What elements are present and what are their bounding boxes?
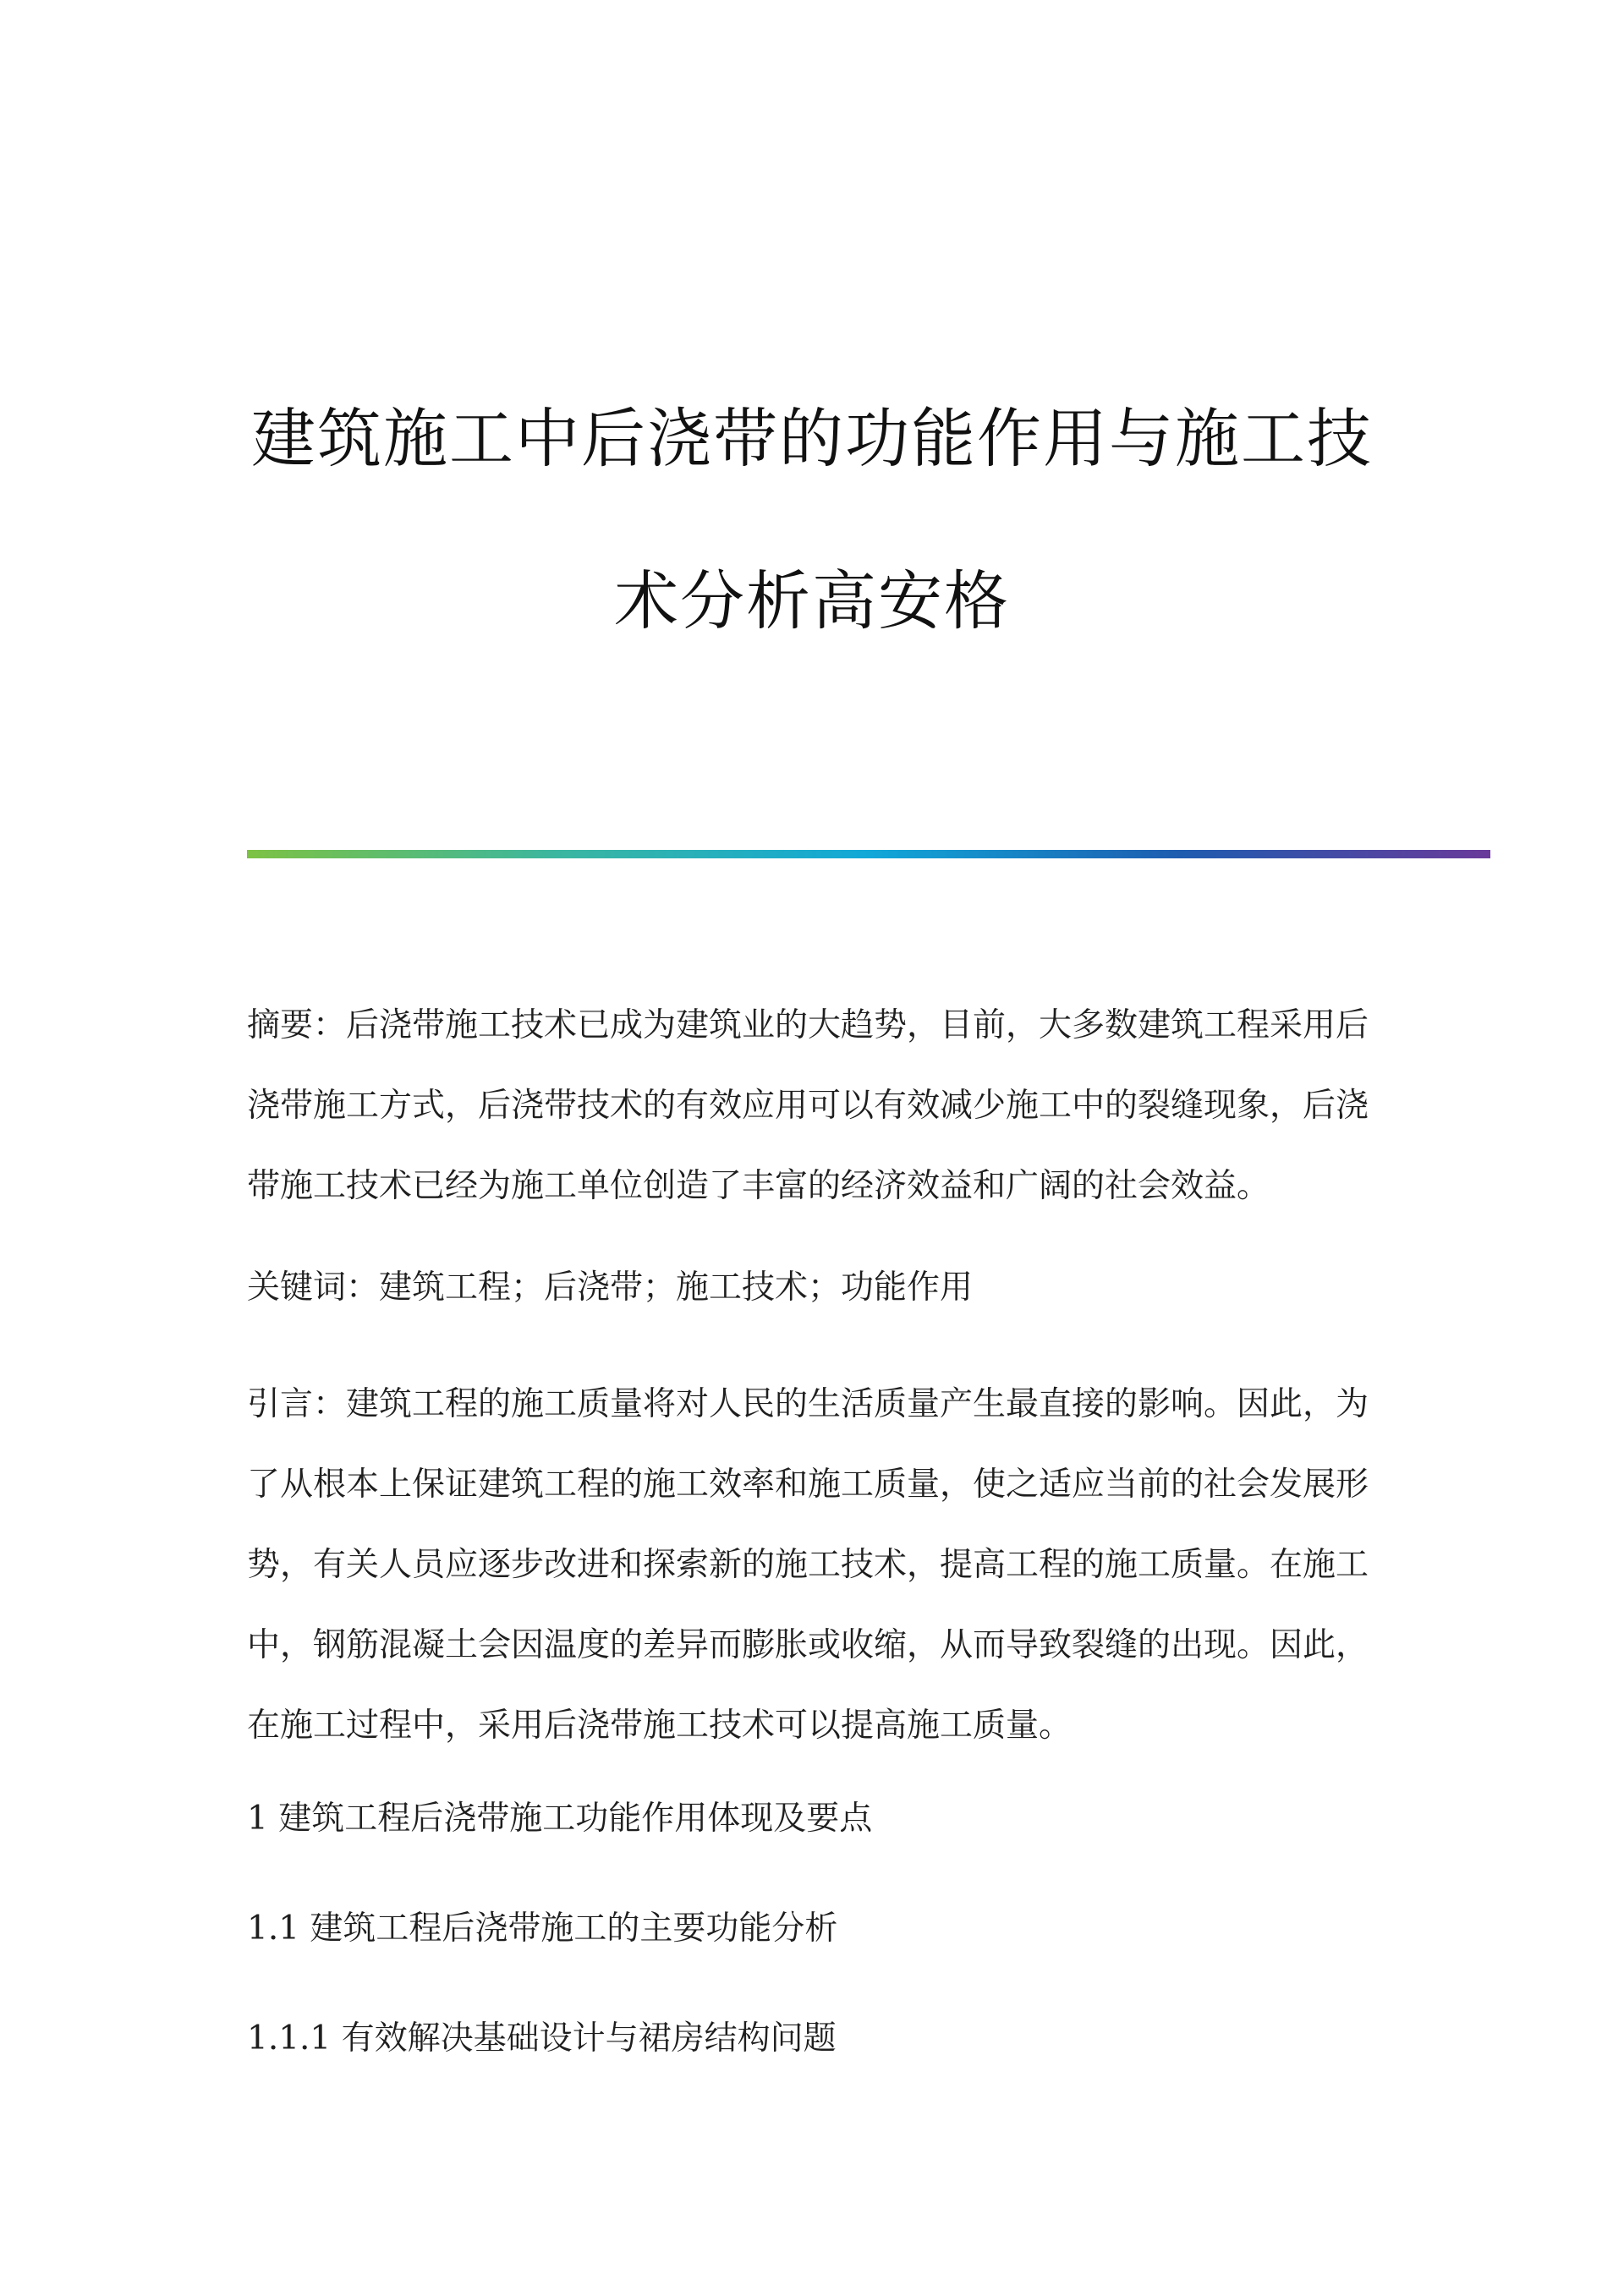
keywords-text: 关键词：建筑工程；后浇带；施工技术；功能作用: [247, 1269, 974, 1307]
section-heading-1: [247, 1778, 1372, 1859]
abstract-paragraph: [247, 985, 1372, 1226]
abstract-text: 摘要：后浇带施工技术已成为建筑业的大趋势，目前，大多数建筑工程采用后浇带施工方式，后浇带技术的有效应用可以有效减少施工中的裂缝现象，后浇带施工技术已经为施工单位创造了丰富的经济效益和广阔的社会效益。: [247, 1006, 1369, 1205]
section-heading-1-1: [247, 1888, 1372, 1969]
section-heading-1-text: 1 建筑工程后浇带施工功能作用体现及要点: [247, 1800, 873, 1838]
gradient-divider: [247, 850, 1490, 858]
intro-paragraph: [247, 1364, 1372, 1766]
section-heading-1-1-1-text: 1.1.1 有效解决基础设计与裙房结构问题: [247, 2019, 837, 2058]
section-heading-1-1-text: 1.1 建筑工程后浇带施工的主要功能分析: [247, 1910, 838, 1948]
document-title-line-1: 建筑施工中后浇带的功能作用与施工技: [251, 401, 1373, 476]
intro-text: 引言：建筑工程的施工质量将对人民的生活质量产生最直接的影响。因此，为了从根本上保证建筑工程的施工效率和施工质量，使之适应当前的社会发展形势，有关人员应逐步改进和探索新的施工技术，提高工程的施工质量。在施工中，钢筋混凝土会因温度的差异而膨胀或收缩，从而导致裂缝的出现。因此，在施工过程中，采用后浇带施工技术可以提高施工质量。: [247, 1385, 1369, 1745]
keywords-paragraph: [247, 1247, 1372, 1328]
section-heading-1-1-1: [247, 1998, 1372, 2079]
document-title-line-2: 术分析高安格: [614, 563, 1010, 638]
